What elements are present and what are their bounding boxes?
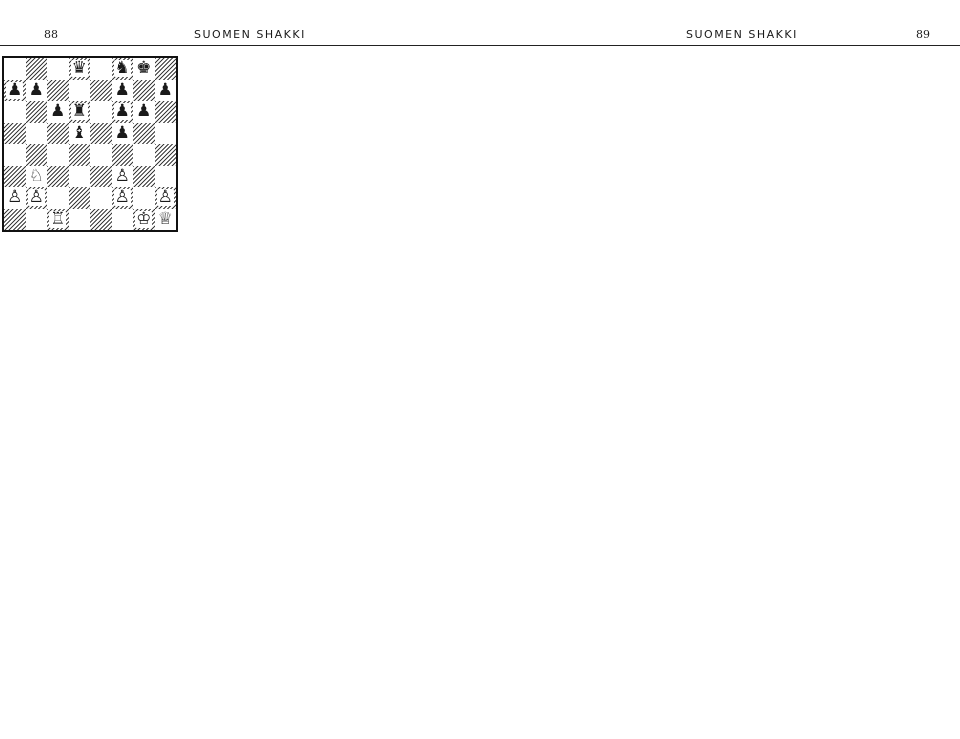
chess-piece-icon: ♜ xyxy=(71,101,87,122)
board-square xyxy=(112,80,134,102)
board-square xyxy=(133,144,155,166)
board-square xyxy=(133,209,155,231)
blank-line xyxy=(242,52,466,63)
board-square xyxy=(155,144,177,166)
chess-piece-icon: ♟ xyxy=(114,101,130,122)
board-square xyxy=(155,80,177,102)
right-header-rule xyxy=(480,45,960,46)
chess-piece-icon: ♛ xyxy=(71,58,87,79)
right-column-2 xyxy=(746,52,958,737)
board-square xyxy=(155,101,177,123)
chess-piece-icon: ♟ xyxy=(136,101,152,122)
right-running-title: SUOMEN SHAKKI xyxy=(686,28,798,41)
chess-piece-icon: ♙ xyxy=(7,187,23,208)
board-square xyxy=(133,123,155,145)
blank-line xyxy=(746,52,958,63)
chess-piece-icon: ♝ xyxy=(71,122,87,143)
chess-piece-icon: ♟ xyxy=(114,122,130,143)
board-square xyxy=(112,58,134,80)
chess-piece-icon: ♙ xyxy=(157,187,173,208)
board-square xyxy=(69,80,91,102)
board-square xyxy=(47,166,69,188)
board-square xyxy=(90,209,112,231)
board-square xyxy=(47,209,69,231)
board-square xyxy=(155,123,177,145)
board-square xyxy=(4,144,26,166)
board-square xyxy=(26,123,48,145)
board-square xyxy=(47,80,69,102)
chess-piece-icon: ♙ xyxy=(114,165,130,186)
board-square xyxy=(4,80,26,102)
board-square xyxy=(112,123,134,145)
board-square xyxy=(4,187,26,209)
board-square xyxy=(4,166,26,188)
chess-piece-icon: ♙ xyxy=(114,187,130,208)
chess-piece-icon: ♟ xyxy=(50,101,66,122)
chess-piece-icon: ♖ xyxy=(50,208,66,229)
chess-diagram xyxy=(2,56,178,232)
board-square xyxy=(90,166,112,188)
board-square xyxy=(112,144,134,166)
board-square xyxy=(69,187,91,209)
board-square xyxy=(69,58,91,80)
chess-piece-icon: ♚ xyxy=(136,58,152,79)
board-square xyxy=(4,101,26,123)
blank-line xyxy=(242,63,466,74)
board-square xyxy=(133,166,155,188)
board-square xyxy=(90,58,112,80)
board-square xyxy=(69,144,91,166)
board-square xyxy=(112,187,134,209)
board-square xyxy=(26,166,48,188)
board-square xyxy=(112,209,134,231)
board-square xyxy=(133,187,155,209)
chess-piece-icon: ♟ xyxy=(28,79,44,100)
blank-line xyxy=(516,63,722,74)
board-square xyxy=(69,209,91,231)
board-square xyxy=(133,101,155,123)
board-square xyxy=(90,101,112,123)
board-square xyxy=(4,123,26,145)
board-square xyxy=(26,58,48,80)
board-square xyxy=(69,166,91,188)
board-square xyxy=(90,187,112,209)
right-page xyxy=(480,0,960,739)
board-square xyxy=(133,80,155,102)
board-square xyxy=(112,166,134,188)
board-square xyxy=(47,187,69,209)
board-square xyxy=(26,144,48,166)
board-square xyxy=(47,123,69,145)
left-page-number: 88 xyxy=(44,28,58,41)
blank-line xyxy=(516,52,722,63)
board-square xyxy=(26,101,48,123)
chess-piece-icon: ♘ xyxy=(28,165,44,186)
board-square xyxy=(69,101,91,123)
board-square xyxy=(155,209,177,231)
board-square xyxy=(155,166,177,188)
board-square xyxy=(4,58,26,80)
board-square xyxy=(47,144,69,166)
board-square xyxy=(26,187,48,209)
chess-piece-icon: ♟ xyxy=(7,79,23,100)
chess-piece-icon: ♟ xyxy=(114,79,130,100)
board-square xyxy=(26,80,48,102)
right-page-number: 89 xyxy=(916,28,930,41)
blank-line xyxy=(746,74,958,85)
blank-line xyxy=(746,85,958,96)
board-square xyxy=(90,123,112,145)
board-square xyxy=(69,123,91,145)
board-square xyxy=(47,58,69,80)
blank-line xyxy=(242,74,466,85)
left-page-header xyxy=(44,28,458,42)
board-square xyxy=(4,209,26,231)
right-page-header xyxy=(510,28,930,42)
board-square xyxy=(112,101,134,123)
left-column-1 xyxy=(2,52,216,737)
board-square xyxy=(90,144,112,166)
left-header-rule xyxy=(0,45,480,46)
board-square xyxy=(155,187,177,209)
chess-piece-icon: ♞ xyxy=(114,58,130,79)
right-column-1 xyxy=(516,52,722,737)
chess-piece-icon: ♙ xyxy=(28,187,44,208)
board-square xyxy=(47,101,69,123)
chess-piece-icon: ♟ xyxy=(157,79,173,100)
board-square xyxy=(90,80,112,102)
left-running-title: SUOMEN SHAKKI xyxy=(194,28,306,41)
chess-piece-icon: ♕ xyxy=(157,208,173,229)
blank-line xyxy=(746,63,958,74)
left-column-2 xyxy=(242,52,466,737)
board-square xyxy=(26,209,48,231)
chess-piece-icon: ♔ xyxy=(136,208,152,229)
board-square xyxy=(133,58,155,80)
board-square xyxy=(155,58,177,80)
